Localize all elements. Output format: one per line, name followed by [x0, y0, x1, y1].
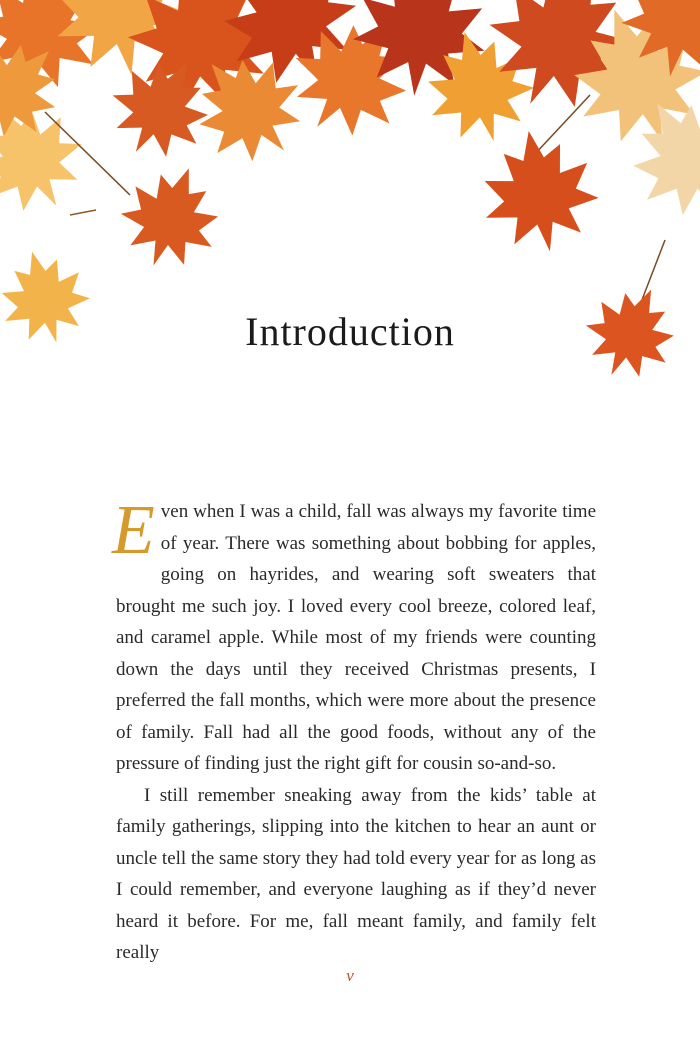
chapter-title: Introduction	[245, 309, 455, 354]
paragraph-2: I still remember sneaking away from the kids’ table at family gatherings, slipping into the kitchen to hear an aunt or uncle tell the same story they had told every year for as long as I could remember, and everyone laughing as if they’d never heard it before. For me, fall meant family, and family felt really	[116, 784, 596, 963]
paragraph-1	[112, 492, 596, 780]
body-text	[112, 492, 596, 969]
paragraph-1-text: ven when I was a child, fall was always my favorite time of year. There was something about bobbing for apples, going on hayrides, and wearing soft sweaters that brought me such joy. I loved every cool breeze, colored leaf, and caramel apple. While most of my friends were counting down the days until they received Christmas presents, I preferred the fall months, which were more about the presence of family. Fall had all the good foods, without any of the pressure of finding just the right gift for cousin so-and-so.	[116, 501, 596, 774]
page-number: v	[346, 966, 354, 985]
drop-cap: E	[112, 492, 155, 569]
